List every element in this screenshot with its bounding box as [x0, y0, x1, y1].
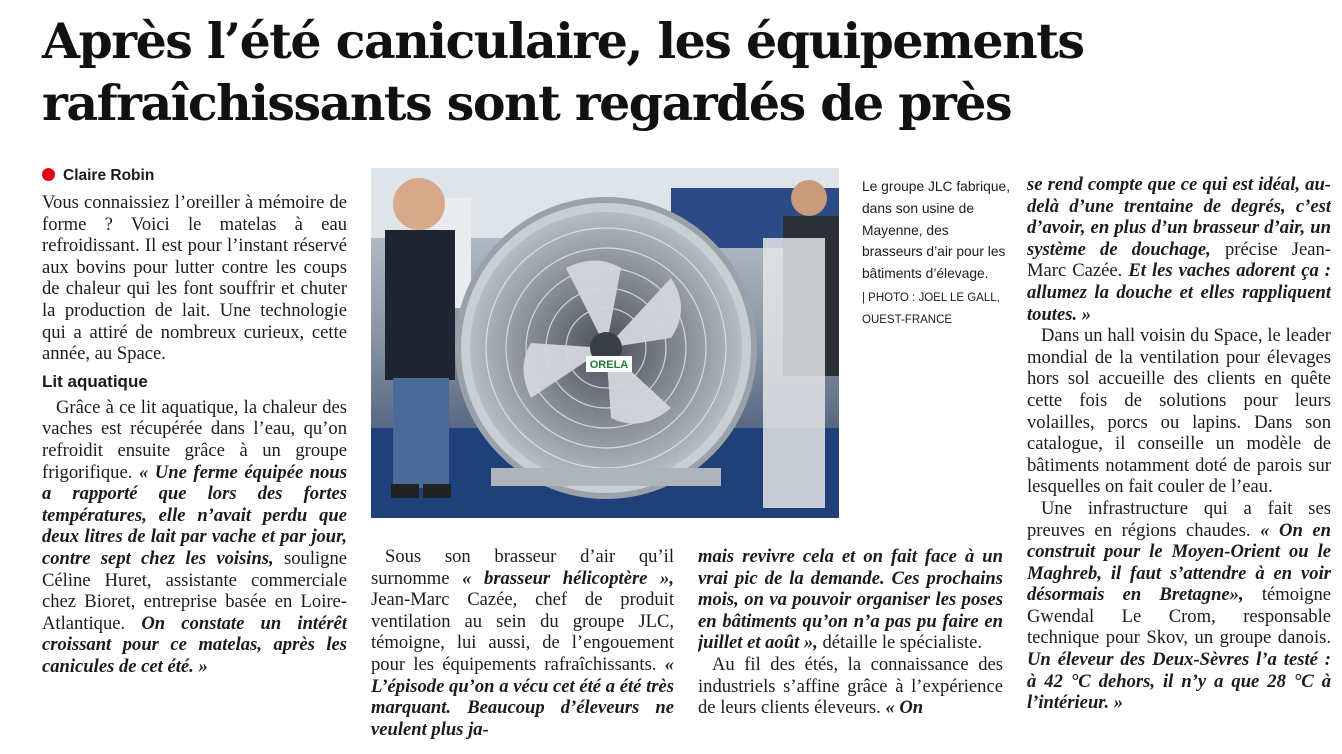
- quote: mais revivre cela et on fait face à un vrai pic de la demande. Ces prochains mois, on va pouvoir organiser les poses en bâtiments qu’on n’a pas pu faire en juillet et août »,: [698, 546, 1003, 654]
- quote: Et les vaches adorent ça : allumez la douche et elles rappliquent toutes. »: [1027, 260, 1331, 325]
- paragraph: Vous connaissiez l’oreiller à mémoire de forme ? Voici le matelas à eau refroidissant. Il est pour l’instant réservé aux bovins pour lutter contre les coups de chaleur qui les font souffrir et chuter la production de lait. Une technologie qui a attiré de nombreux curieux, cette année, au Space.: [42, 192, 347, 365]
- text-run: détaille le spécialiste.: [822, 632, 983, 654]
- paragraph: [42, 397, 347, 678]
- paragraph: [1027, 498, 1331, 714]
- article-photo: [371, 168, 839, 518]
- quote: « Une ferme équipée nous a rapporté que lors des fortes températures, elle n’avait perdu que deux litres de lait par vache et par jour, contre sept chez les voisins,: [42, 461, 347, 569]
- author-dot-icon: [42, 168, 55, 181]
- paragraph: [371, 546, 674, 740]
- text-run: précise Jean-Marc Cazée.: [1027, 238, 1331, 282]
- article-column-1: [42, 192, 347, 752]
- quote: « L’épisode qu’on a vécu cet été a été très marquant. Beaucoup d’éleveurs ne veulent plus ja-: [371, 653, 674, 740]
- quote: On constate un intérêt croissant pour ce matelas, après les canicules de cet été. »: [42, 612, 347, 677]
- quote: Un éleveur des Deux-Sèvres l’a testé : à 42 °C dehors, il n’y a que 28 °C à l’intérieur. »: [1027, 649, 1331, 714]
- paragraph: [698, 654, 1003, 719]
- quote: « brasseur hélicoptère »,: [462, 567, 674, 589]
- quote: se rend compte que ce qui est idéal, au-delà d’une trentaine de degrés, c’est d’avoir, en plus d’un brasseur d’air, un système de douchage,: [1027, 174, 1331, 260]
- paragraph: [698, 546, 1003, 654]
- text-run: Jean-Marc Cazée, chef de produit ventilation au sein du groupe JLC, témoigne, lui aussi, de l’engouement pour les équipements rafraîchissants.: [371, 589, 674, 675]
- subheading: Lit aquatique: [42, 371, 148, 391]
- article-column-2: [371, 546, 674, 754]
- article-column-3: [698, 546, 1003, 754]
- text-run: témoigne Gwendal Le Crom, responsable technique pour Skov, un groupe danois.: [1027, 584, 1331, 649]
- text-run: Au fil des étés, la connaissance des industriels s’affine grâce à l’expérience de leurs clients éleveurs.: [698, 653, 1003, 719]
- text-run: Grâce à ce lit aquatique, la chaleur des vaches est récupérée dans l’eau, qu’on refroidit ensuite grâce à un groupe frigorifique.: [42, 396, 347, 483]
- text-run: souligne Céline Huret, assistante commerciale chez Bioret, entreprise basée en Loire-Atlantique.: [42, 547, 347, 634]
- paragraph: Dans un hall voisin du Space, le leader mondial de la ventilation pour élevages hors sol accueille des clients en quête cette fois de solutions pour leurs volailles, porcs ou lapins. Dans son catalogue, il conseille un modèle de bâtiments notamment doté de parois sur lesquelles on fait couler de l’eau.: [1027, 325, 1331, 498]
- fan-brand-label: ORELA: [589, 359, 629, 371]
- quote: « On en construit pour le Moyen-Orient ou le Maghreb, il faut s’attendre à en voir désormais en Bretagne»,: [1027, 519, 1331, 606]
- caption-text: Le groupe JLC fabrique, dans son usine de Mayenne, des brasseurs d’air pour les bâtiments d’élevage.: [862, 179, 1011, 282]
- byline: [42, 166, 154, 186]
- photo-caption: [862, 176, 1012, 331]
- photo-illustration: [371, 168, 839, 518]
- author-name: Claire Robin: [63, 167, 155, 184]
- headline: Après l’été caniculaire, les équipements rafraîchissants sont regardés de près: [42, 12, 1084, 132]
- photo-credit: | PHOTO : JOEL LE GALL, OUEST-FRANCE: [862, 291, 1000, 326]
- article-column-4: [1027, 174, 1331, 754]
- paragraph: [1027, 174, 1331, 325]
- quote: « On: [885, 697, 924, 719]
- text-run: Sous son brasseur d’air qu’il surnomme: [371, 546, 674, 589]
- text-run: Une infrastructure qui a fait ses preuves en régions chaudes.: [1027, 497, 1331, 541]
